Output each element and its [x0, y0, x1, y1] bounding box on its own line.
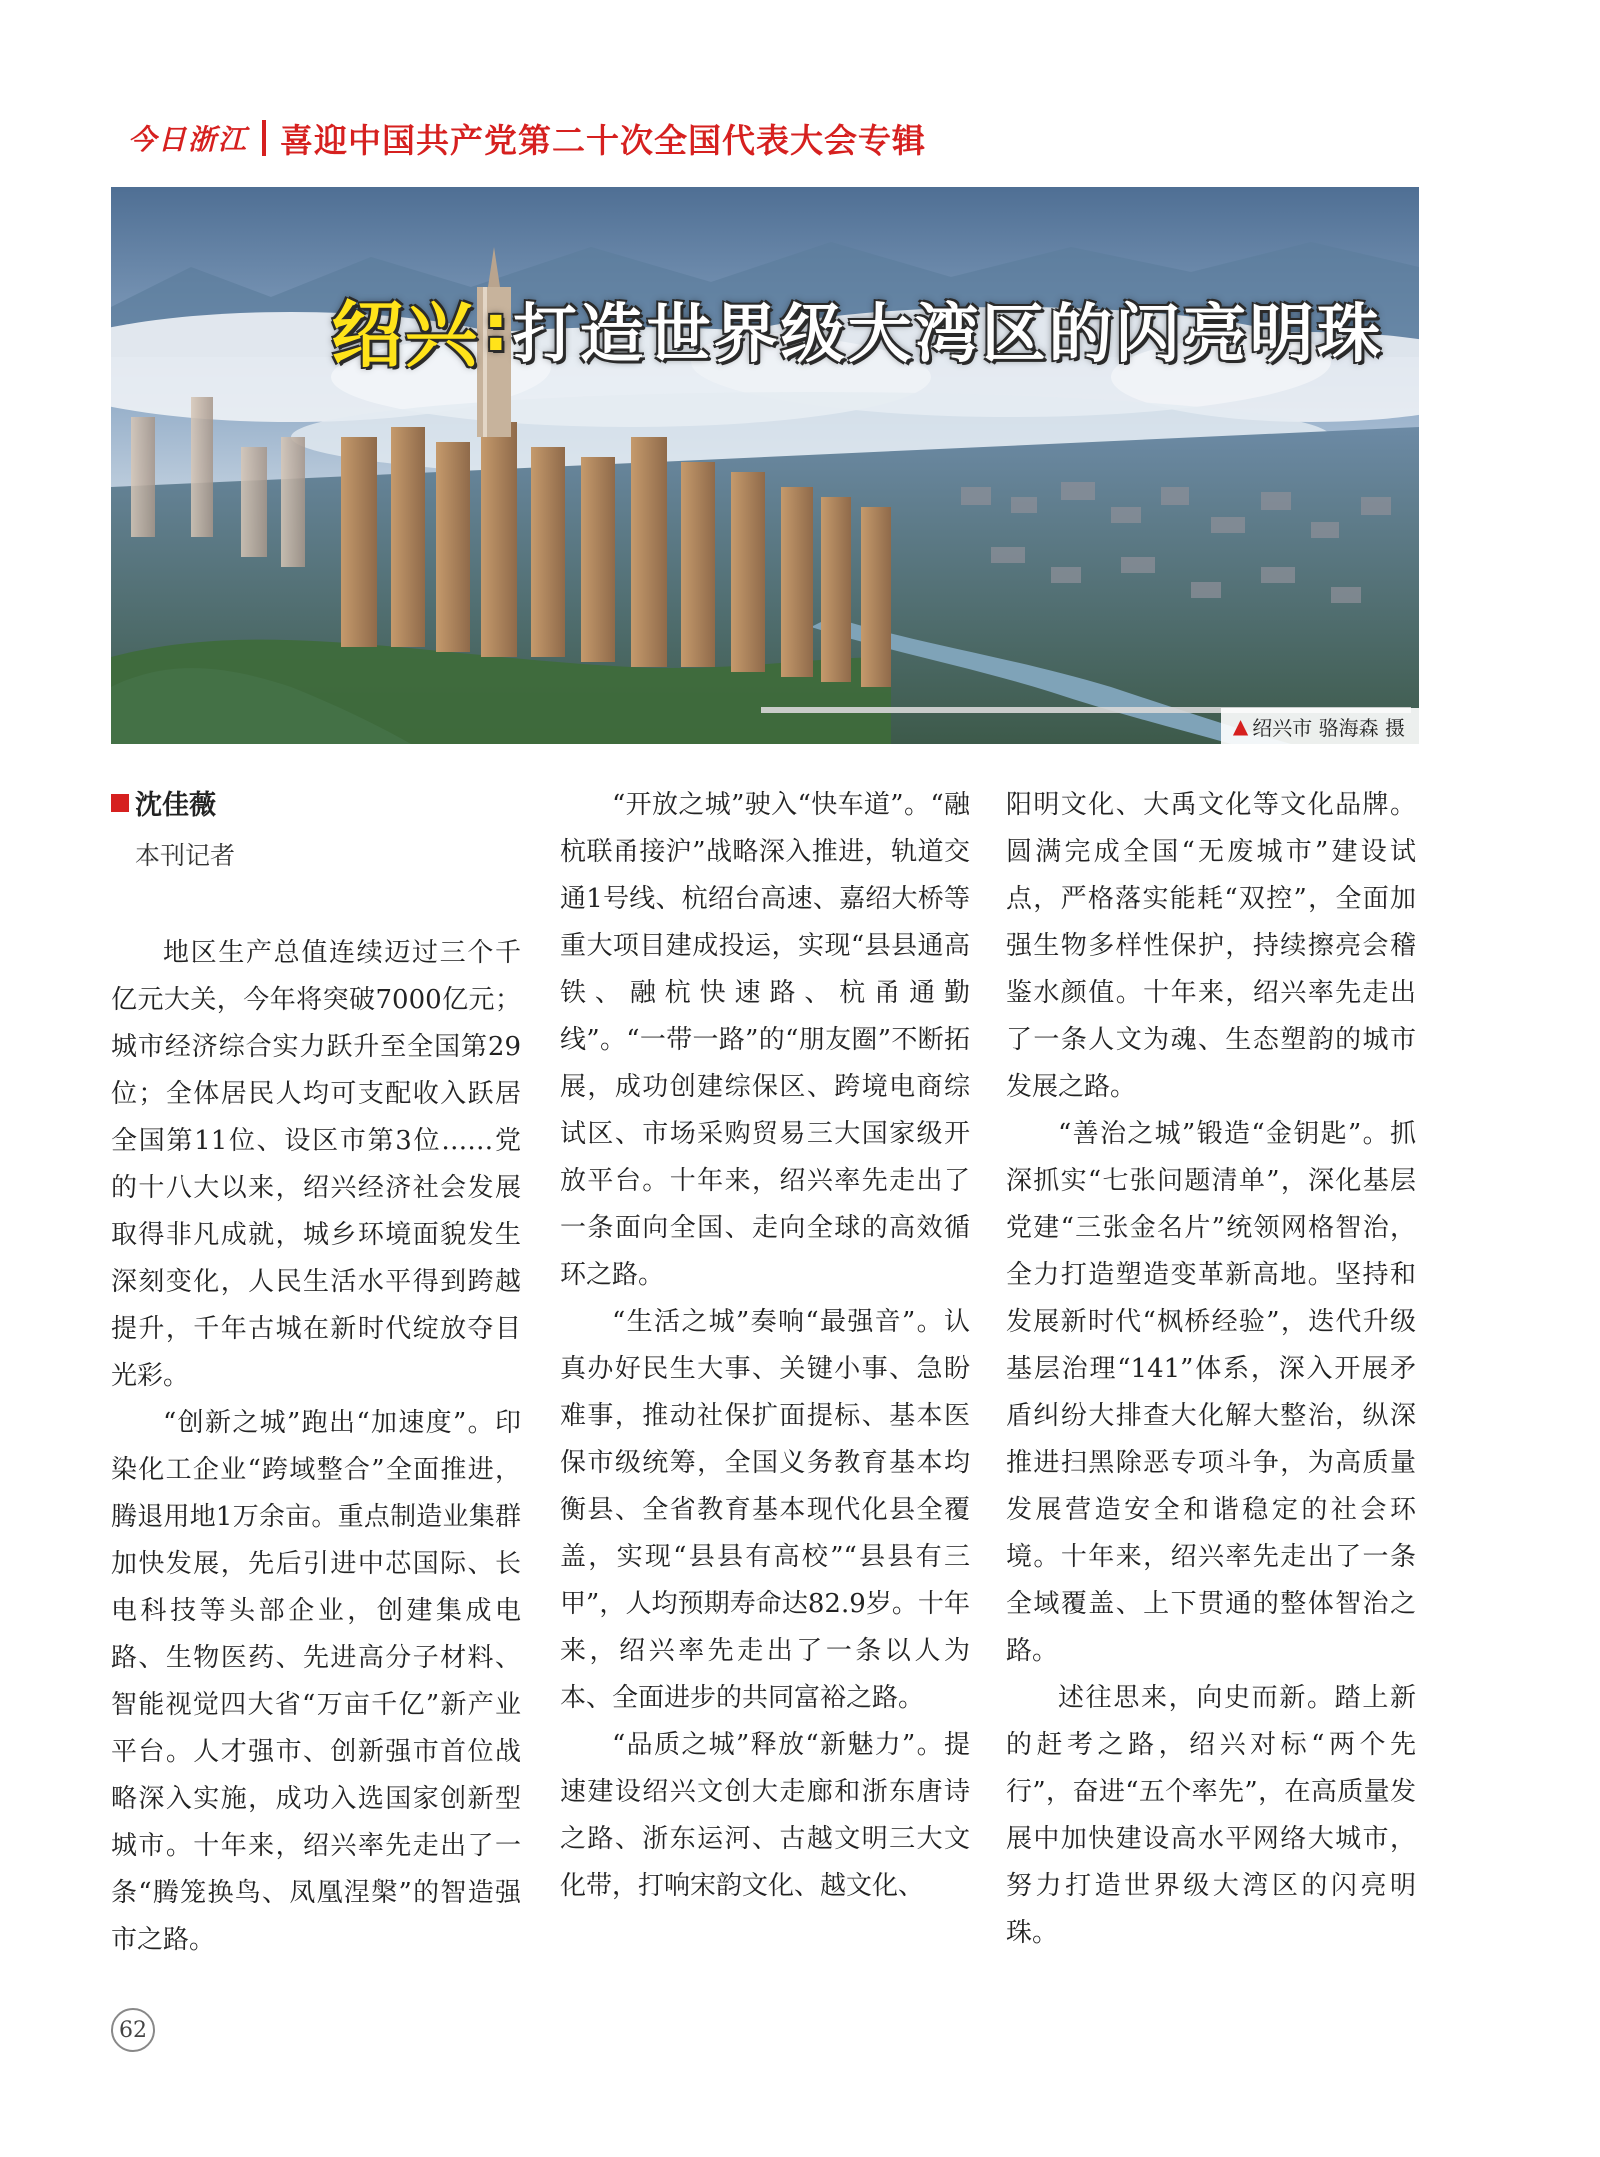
- byline: [111, 783, 235, 872]
- hero-headline: [331, 279, 1384, 379]
- hero-photo: [111, 187, 1419, 744]
- headline-text: 打造世界级大湾区的闪亮明珠: [512, 298, 1384, 372]
- triangle-marker-icon: ▲: [1232, 714, 1249, 738]
- city-skyline-illustration: [111, 187, 1419, 744]
- author-name: 沈佳薇: [135, 790, 216, 821]
- masthead-divider: [262, 120, 266, 156]
- article-paragraph: “善治之城”锻造“金钥匙”。抓深抓实“七张问题清单”，深化基层党建“三张金名片”统领网格智治，全力打造塑造变革新高地。坚持和发展新时代“枫桥经验”，迭代升级基层治理“141”体系，深入开展矛盾纠纷大排查大化解大整治，纵深推进扫黑除恶专项斗争，为高质量发展营造安全和谐稳定的社会环境。十年来，绍兴率先走出了一条全域覆盖、上下贯通的整体智治之路。: [1006, 1119, 1416, 1666]
- magazine-logo: 今日浙江: [128, 123, 249, 156]
- article-paragraph: 阳明文化、大禹文化等文化品牌。圆满完成全国“无废城市”建设试点，严格落实能耗“双控”，全面加强生物多样性保护，持续擦亮会稽鉴水颜值。十年来，绍兴率先走出了一条人文为魂、生态塑韵的城市发展之路。: [1006, 790, 1416, 1102]
- photo-caption: [1221, 708, 1419, 744]
- article-column-1: [111, 930, 521, 1964]
- article-column-2: [560, 782, 970, 1910]
- page-number: 62: [111, 2008, 155, 2052]
- article-paragraph: “创新之城”跑出“加速度”。印染化工企业“跨域整合”全面推进，腾退用地1万余亩。重点制造业集群加快发展，先后引进中芯国际、长电科技等头部企业，创建集成电路、生物医药、先进高分子材料、智能视觉四大省“万亩千亿”新产业平台。人才强市、创新强市首位战略深入实施，成功入选国家创新型城市。十年来，绍兴率先走出了一条“腾笼换鸟、凤凰涅槃”的智造强市之路。: [111, 1408, 521, 1955]
- masthead: [128, 116, 926, 160]
- article-column-3: [1006, 782, 1416, 1957]
- article-paragraph: “生活之城”奏响“最强音”。认真办好民生大事、关键小事、急盼难事，推动社保扩面提标、基本医保市级统筹，全国义务教育基本均衡县、全省教育基本现代化县全覆盖，实现“县县有高校”“县县有三甲”，人均预期寿命达82.9岁。十年来，绍兴率先走出了一条以人为本、全面进步的共同富裕之路。: [560, 1307, 970, 1713]
- photo-credit: 绍兴市 骆海森 摄: [1252, 715, 1405, 740]
- article-paragraph: 地区生产总值连续迈过三个千亿元大关，今年将突破7000亿元；城市经济综合实力跃升至全国第29位；全体居民人均可支配收入跃居全国第11位、设区市第3位……党的十八大以来，绍兴经济社会发展取得非凡成就，城乡环境面貌发生深刻变化，人民生活水平得到跨越提升，千年古城在新时代绽放夺目光彩。: [111, 938, 521, 1391]
- article-paragraph: 述往思来，向史而新。踏上新的赶考之路，绍兴对标“两个先行”，奋进“五个率先”，在高质量发展中加快建设高水平网络大城市，努力打造世界级大湾区的闪亮明珠。: [1006, 1683, 1416, 1948]
- headline-colon: :: [483, 292, 509, 366]
- headline-city: 绍兴: [331, 293, 480, 377]
- article-paragraph: “开放之城”驶入“快车道”。“融杭联甬接沪”战略深入推进，轨道交通1号线、杭绍台高速、嘉绍大桥等重大项目建成投运，实现“县县通高铁、融杭快速路、杭甬通勤线”。“一带一路”的“朋友圈”不断拓展，成功创建综保区、跨境电商综试区、市场采购贸易三大国家级开放平台。十年来，绍兴率先走出了一条面向全国、走向全球的高效循环之路。: [560, 790, 970, 1290]
- red-square-icon: [111, 794, 129, 812]
- author-role: 本刊记者: [135, 841, 236, 870]
- section-title: 喜迎中国共产党第二十次全国代表大会专辑: [280, 120, 927, 160]
- article-paragraph: “品质之城”释放“新魅力”。提速建设绍兴文创大走廊和浙东唐诗之路、浙东运河、古越文明三大文化带，打响宋韵文化、越文化、: [560, 1730, 970, 1901]
